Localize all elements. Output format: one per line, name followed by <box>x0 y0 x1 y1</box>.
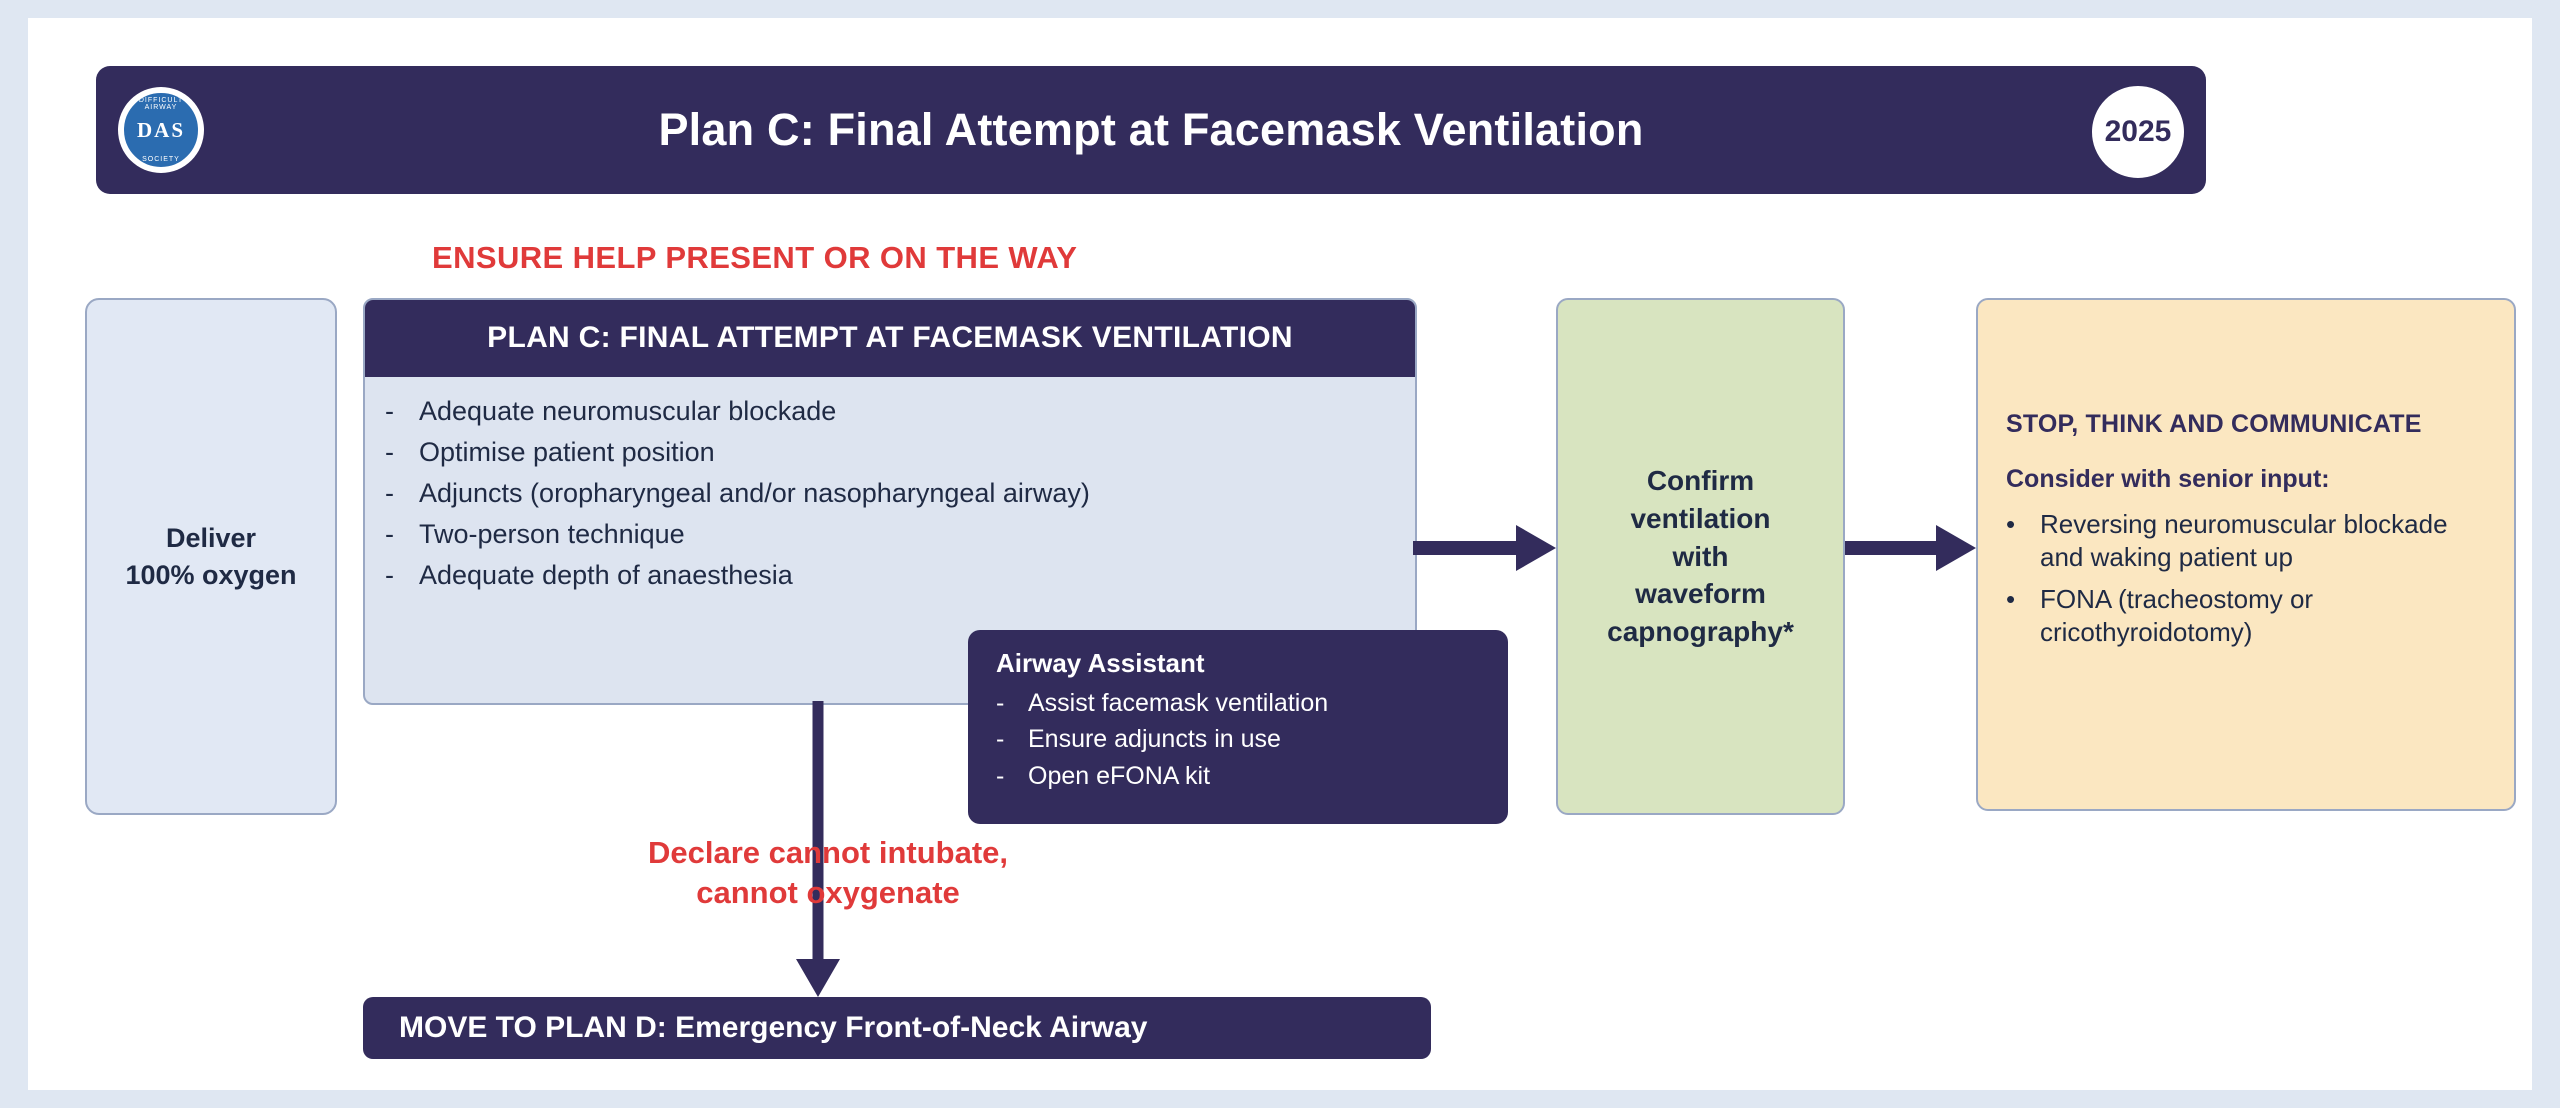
declare-line-1: Declare cannot intubate, <box>647 835 1009 870</box>
plan-c-item-list <box>365 377 1415 596</box>
confirm-ventilation-capnography-box <box>1556 298 1845 815</box>
help-banner-text: ENSURE HELP PRESENT OR ON THE WAY <box>432 240 1078 275</box>
list-item <box>2006 504 2486 579</box>
dash-marker: - <box>385 437 394 467</box>
logo-arc-bottom-text: SOCIETY <box>142 156 180 163</box>
list-item-label: Assist facemask ventilation <box>1028 689 1329 717</box>
list-item-label: Ensure adjuncts in use <box>1028 725 1281 754</box>
dash-marker: - <box>385 396 394 426</box>
stop-think-item-list <box>2006 504 2486 653</box>
dash-marker: - <box>385 519 394 549</box>
header-bar <box>96 66 2206 194</box>
airway-assistant-callout <box>968 630 1508 824</box>
list-item <box>385 391 1415 432</box>
year-badge: 2025 <box>2090 84 2186 180</box>
list-item-label: Adequate neuromuscular blockade <box>419 396 837 426</box>
list-item-label: Reversing neuromuscular blockade and waking patient up <box>2040 509 2448 573</box>
capno-line-2: ventilation <box>1630 502 1771 534</box>
list-item-label: Two-person technique <box>419 519 685 549</box>
dash-marker: - <box>385 478 394 508</box>
arrow-plan-c-to-capnography <box>1413 503 1561 593</box>
list-item <box>385 555 1415 596</box>
stop-think-title: STOP, THINK AND COMMUNICATE <box>2006 410 2422 438</box>
airway-assistant-title: Airway Assistant <box>996 648 1205 678</box>
list-item-label: Adjuncts (oropharyngeal and/or nasopharyngeal airway) <box>419 478 1090 508</box>
logo-arc-top-text: DIFFICULT AIRWAY <box>138 97 184 111</box>
list-item <box>968 721 1508 757</box>
capno-line-5: capnography* <box>1607 616 1794 648</box>
move-to-plan-d-bar: MOVE TO PLAN D: Emergency Front-of-Neck Airway <box>363 997 1431 1059</box>
declare-line-2: cannot oxygenate <box>696 874 960 910</box>
list-item <box>385 473 1415 514</box>
list-item-label: FONA (tracheostomy or cricothyroidotomy) <box>2040 583 2314 647</box>
stop-think-subtitle: Consider with senior input: <box>2006 465 2330 493</box>
dash-marker: - <box>996 761 1005 790</box>
capno-line-4: waveform <box>1635 578 1766 610</box>
stop-think-communicate-box <box>1976 298 2516 811</box>
declare-cico-text <box>568 833 1088 912</box>
capno-line-1: Confirm <box>1646 465 1755 496</box>
list-item <box>968 685 1508 721</box>
list-item-label: Open eFONA kit <box>1028 761 1211 790</box>
capno-line-3: with <box>1672 540 1729 572</box>
page-title: Plan C: Final Attempt at Facemask Ventilation <box>658 104 1644 155</box>
oxygen-line-2: 100% oxygen <box>125 559 297 590</box>
oxygen-line-1: Deliver <box>165 523 257 554</box>
list-item-label: Optimise patient position <box>419 437 715 467</box>
deliver-oxygen-box <box>85 298 337 815</box>
list-item <box>968 758 1508 794</box>
logo-letters: DAS <box>136 117 185 142</box>
diagram-canvas <box>28 18 2532 1090</box>
bullet-marker: • <box>2006 583 2016 614</box>
dash-marker: - <box>996 689 1005 717</box>
list-item <box>2006 579 2486 654</box>
dash-marker: - <box>385 560 394 590</box>
list-item <box>385 432 1415 473</box>
list-item-label: Adequate depth of anaesthesia <box>419 560 793 590</box>
dash-marker: - <box>996 725 1005 754</box>
bullet-marker: • <box>2006 509 2016 539</box>
plan-c-box-header: PLAN C: FINAL ATTEMPT AT FACEMASK VENTILATION <box>365 300 1415 377</box>
arrow-capnography-to-stop-think <box>1841 503 1981 593</box>
list-item <box>385 514 1415 555</box>
